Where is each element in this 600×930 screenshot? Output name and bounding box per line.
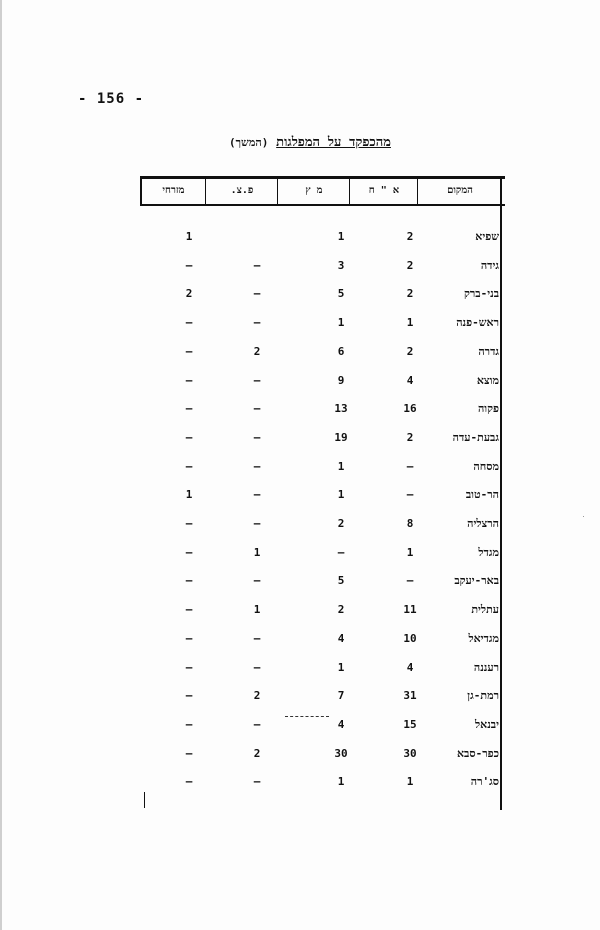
- cell-poalei-zion: —: [253, 775, 261, 788]
- column-separator: [205, 178, 206, 205]
- cell-ahdut: 2: [406, 345, 414, 358]
- column-separator: [277, 178, 278, 205]
- cell-place: גידה: [480, 259, 499, 272]
- cell-place: מוצא: [476, 374, 499, 387]
- cell-poalei-zion: —: [253, 374, 261, 387]
- cell-mapai: 1: [337, 230, 345, 243]
- cell-place: גדרה: [478, 345, 499, 358]
- cell-mapai: —: [337, 546, 345, 559]
- cell-poalei-zion: —: [253, 661, 261, 674]
- cell-ahdut: 11: [403, 603, 417, 616]
- cell-place: פקוה: [477, 402, 499, 415]
- table-row: [140, 744, 505, 764]
- table-row: [140, 772, 505, 792]
- cell-ahdut: 2: [406, 259, 414, 272]
- table-row: [140, 399, 505, 419]
- cell-mizrahi: 1: [185, 488, 193, 501]
- cell-mizrahi: —: [185, 747, 193, 760]
- column-separator: [349, 178, 350, 205]
- cell-ahdut: —: [406, 488, 414, 501]
- cell-mizrahi: 1: [185, 230, 193, 243]
- cell-poalei-zion: 2: [253, 689, 261, 702]
- cell-ahdut: 4: [406, 661, 414, 674]
- header-place: המקום: [447, 185, 473, 196]
- cell-ahdut: 16: [403, 402, 417, 415]
- cell-mapai: 4: [337, 718, 345, 731]
- header-poalei-zion: פ.צ.: [230, 185, 254, 196]
- cell-mapai: 7: [337, 689, 345, 702]
- cell-ahdut: 8: [406, 517, 414, 530]
- cell-mizrahi: —: [185, 775, 193, 788]
- cell-mapai: 2: [337, 517, 345, 530]
- cell-ahdut: 2: [406, 230, 414, 243]
- cell-poalei-zion: [237, 227, 277, 247]
- cell-place: הרצליה: [467, 517, 499, 530]
- cell-mizrahi: —: [185, 546, 193, 559]
- table-row: [140, 428, 505, 448]
- table-row: [140, 457, 505, 477]
- cell-place: מגדיאל: [468, 632, 499, 645]
- table-row: [140, 600, 505, 620]
- cell-ahdut: 2: [406, 431, 414, 444]
- cell-poalei-zion: —: [253, 718, 261, 731]
- column-separator: [417, 178, 418, 205]
- cell-place: באר-יעקב: [454, 574, 499, 587]
- cell-mapai: 1: [337, 460, 345, 473]
- table-row: [140, 571, 505, 591]
- table-row: [140, 342, 505, 362]
- cell-place: גבעת-עדה: [452, 431, 499, 444]
- cell-ahdut: 2: [406, 287, 414, 300]
- cell-place: סג'רה: [470, 775, 499, 788]
- title-continuation: (המשך): [229, 136, 269, 149]
- cell-ahdut: 1: [406, 546, 414, 559]
- cell-place: עתלית: [471, 603, 499, 616]
- cell-mizrahi: —: [185, 689, 193, 702]
- cell-poalei-zion: 2: [253, 345, 261, 358]
- cell-poalei-zion: —: [253, 488, 261, 501]
- cell-mizrahi: —: [185, 574, 193, 587]
- cell-mapai: 4: [337, 632, 345, 645]
- cell-mapai: 5: [337, 574, 345, 587]
- cell-mapai: 1: [337, 488, 345, 501]
- cell-mizrahi: —: [185, 718, 193, 731]
- cell-poalei-zion: —: [253, 431, 261, 444]
- table-row: [140, 485, 505, 505]
- cell-place: רמת-גן: [467, 689, 499, 702]
- cell-mapai: 13: [334, 402, 348, 415]
- cell-place: רעננה: [473, 661, 499, 674]
- table-left-rule: [140, 176, 142, 206]
- cell-ahdut: 1: [406, 775, 414, 788]
- cell-place: הר-טוב: [465, 488, 499, 501]
- cell-place: מסחה: [473, 460, 499, 473]
- cell-poalei-zion: 1: [253, 603, 261, 616]
- cell-place: כפר-סבא: [456, 747, 499, 760]
- cell-place: שפיא: [475, 230, 499, 243]
- cell-poalei-zion: —: [253, 460, 261, 473]
- cell-mizrahi: —: [185, 316, 193, 329]
- cell-mapai: 1: [337, 316, 345, 329]
- cell-ahdut: —: [406, 460, 414, 473]
- cell-mapai: 1: [337, 775, 345, 788]
- cell-ahdut: 1: [406, 316, 414, 329]
- table-row: [140, 686, 505, 706]
- table-row: [140, 227, 505, 247]
- cell-place: מגדל: [478, 546, 499, 559]
- cell-mizrahi: —: [185, 402, 193, 415]
- page-title: [210, 134, 410, 150]
- cell-ahdut: 30: [403, 747, 417, 760]
- cell-poalei-zion: —: [253, 316, 261, 329]
- scan-speck: [583, 516, 584, 517]
- table-row: [140, 715, 505, 735]
- cell-poalei-zion: —: [253, 287, 261, 300]
- cell-ahdut: 4: [406, 374, 414, 387]
- cell-mapai: 3: [337, 259, 345, 272]
- header-ahdut: א " ח: [368, 185, 400, 196]
- table-header-rule: [140, 204, 505, 206]
- cell-poalei-zion: —: [253, 402, 261, 415]
- cell-mapai: 19: [334, 431, 348, 444]
- cell-mapai: 2: [337, 603, 345, 616]
- table-row: [140, 371, 505, 391]
- cell-poalei-zion: —: [253, 632, 261, 645]
- cell-mizrahi: 2: [185, 287, 193, 300]
- cell-mapai: 1: [337, 661, 345, 674]
- table-left-bottom-rule: [144, 792, 145, 808]
- cell-ahdut: 15: [403, 718, 417, 731]
- cell-ahdut: 31: [403, 689, 417, 702]
- table-row: [140, 658, 505, 678]
- cell-mapai: 6: [337, 345, 345, 358]
- cell-poalei-zion: —: [253, 574, 261, 587]
- cell-mizrahi: —: [185, 632, 193, 645]
- table-row: [140, 629, 505, 649]
- cell-mizrahi: —: [185, 603, 193, 616]
- table-top-rule: [140, 176, 505, 179]
- cell-mizrahi: —: [185, 259, 193, 272]
- cell-poalei-zion: —: [253, 517, 261, 530]
- cell-mapai: 5: [337, 287, 345, 300]
- table-row: [140, 514, 505, 534]
- cell-mizrahi: —: [185, 517, 193, 530]
- table-row: [140, 313, 505, 333]
- cell-ahdut: —: [406, 574, 414, 587]
- header-mizrahi: מזרחי: [162, 185, 185, 196]
- table-row: [140, 543, 505, 563]
- cell-poalei-zion: 1: [253, 546, 261, 559]
- cell-ahdut: 10: [403, 632, 417, 645]
- cell-poalei-zion: 2: [253, 747, 261, 760]
- cell-mapai: 9: [337, 374, 345, 387]
- cell-place: בני-ברק: [464, 287, 499, 300]
- header-mapai: מ ץ: [305, 185, 323, 196]
- cell-place: ראש-פנה: [456, 316, 499, 329]
- cell-mapai: 30: [334, 747, 348, 760]
- cell-mizrahi: —: [185, 345, 193, 358]
- cell-place: יבנאל: [475, 718, 499, 731]
- table-row: [140, 256, 505, 276]
- cell-mizrahi: —: [185, 374, 193, 387]
- cell-mizrahi: —: [185, 460, 193, 473]
- cell-poalei-zion: —: [253, 259, 261, 272]
- table-row: [140, 284, 505, 304]
- title-main: מהכפקד על המפלגות: [276, 135, 391, 150]
- cell-mizrahi: —: [185, 431, 193, 444]
- page-left-edge: [0, 0, 2, 930]
- cell-mizrahi: —: [185, 661, 193, 674]
- page-number: - 156 -: [78, 91, 145, 107]
- stray-mark: [285, 716, 329, 718]
